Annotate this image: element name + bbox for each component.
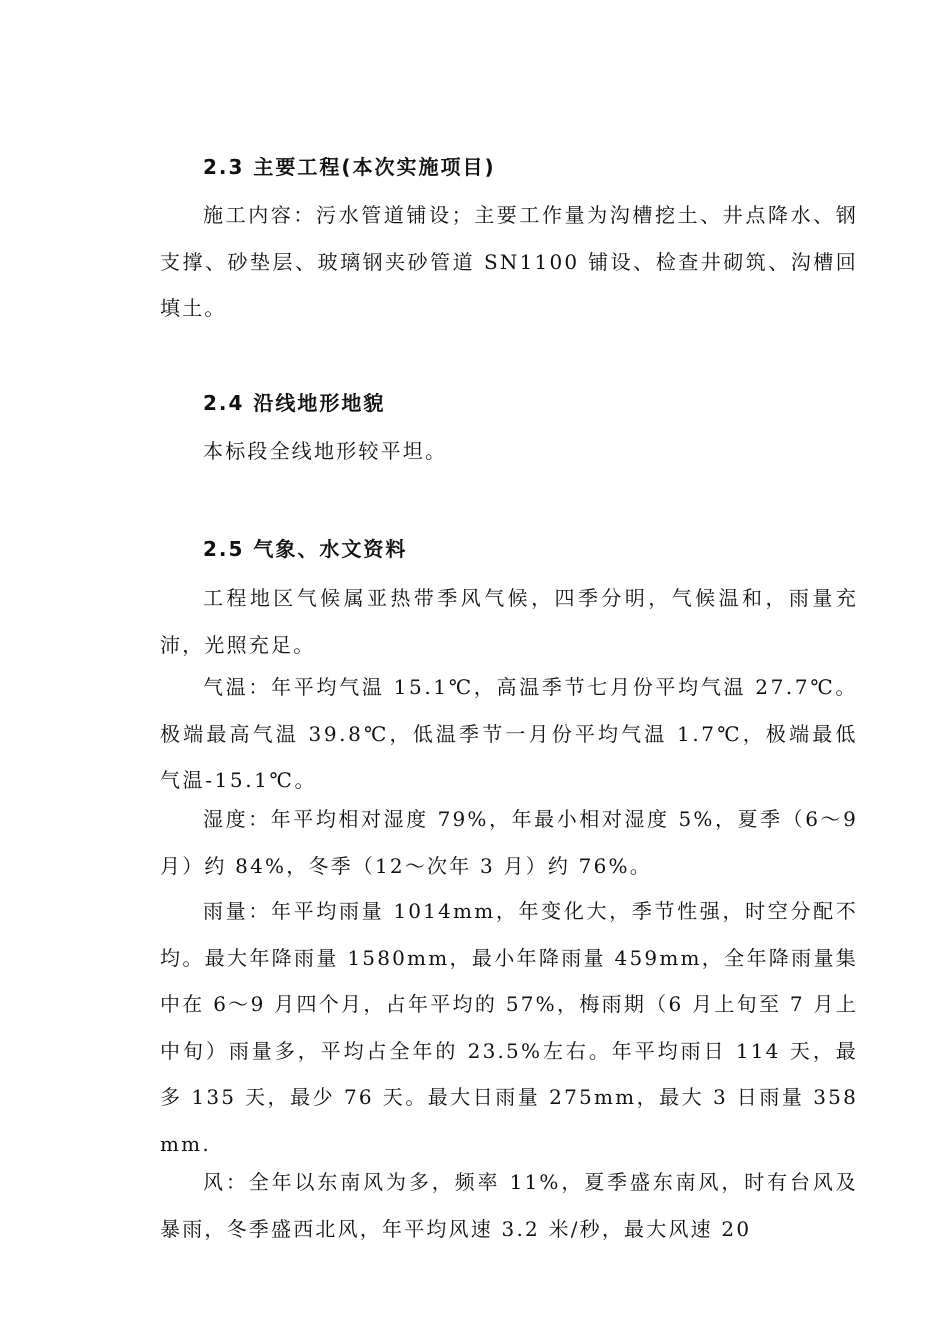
paragraph-climate: 工程地区气候属亚热带季风气候，四季分明，气候温和，雨量充沛，光照充足。: [160, 586, 858, 657]
paragraph-terrain: 本标段全线地形较平坦。: [203, 439, 448, 463]
paragraph-humidity: 湿度：年平均相对湿度 79%，年最小相对湿度 5%，夏季（6～9 月）约 84%，冬季（12～次年 3 月）约 76%。: [160, 807, 858, 878]
paragraph-construction-content: 施工内容：污水管道铺设；主要工作量为沟槽挖土、井点降水、钢支撑、砂垫层、玻璃钢夹砂管道 SN1100 铺设、检查井砌筑、沟槽回填土。: [160, 203, 858, 320]
paragraph-temperature: 气温：年平均气温 15.1℃，高温季节七月份平均气温 27.7℃。极端最高气温 39.8℃，低温季节一月份平均气温 1.7℃，极端最低气温-15.1℃。: [160, 675, 858, 792]
paragraph-rainfall: 雨量：年平均雨量 1014mm，年变化大，季节性强，时空分配不均。最大年降雨量 1580mm，最小年降雨量 459mm，全年降雨量集中在 6～9 月四个月，占年平均的 57%，梅雨期（6 月上旬至 7 月上中旬）雨量多，平均占全年的 23.5%左右。年平均雨日 114 天，最多 135 天，最少 76 天。最大日雨量 275mm，最大 3 日雨量 358mm.: [160, 899, 858, 1156]
section-heading-2-5: 2.5 气象、水文资料: [203, 537, 408, 561]
paragraph-wind: 风：全年以东南风为多，频率 11%，夏季盛东南风，时有台风及暴雨，冬季盛西北风，年平均风速 3.2 米/秒，最大风速 20: [160, 1170, 858, 1241]
section-heading-2-3: 2.3 主要工程(本次实施项目): [203, 155, 496, 179]
section-heading-2-4: 2.4 沿线地形地貌: [203, 391, 386, 415]
